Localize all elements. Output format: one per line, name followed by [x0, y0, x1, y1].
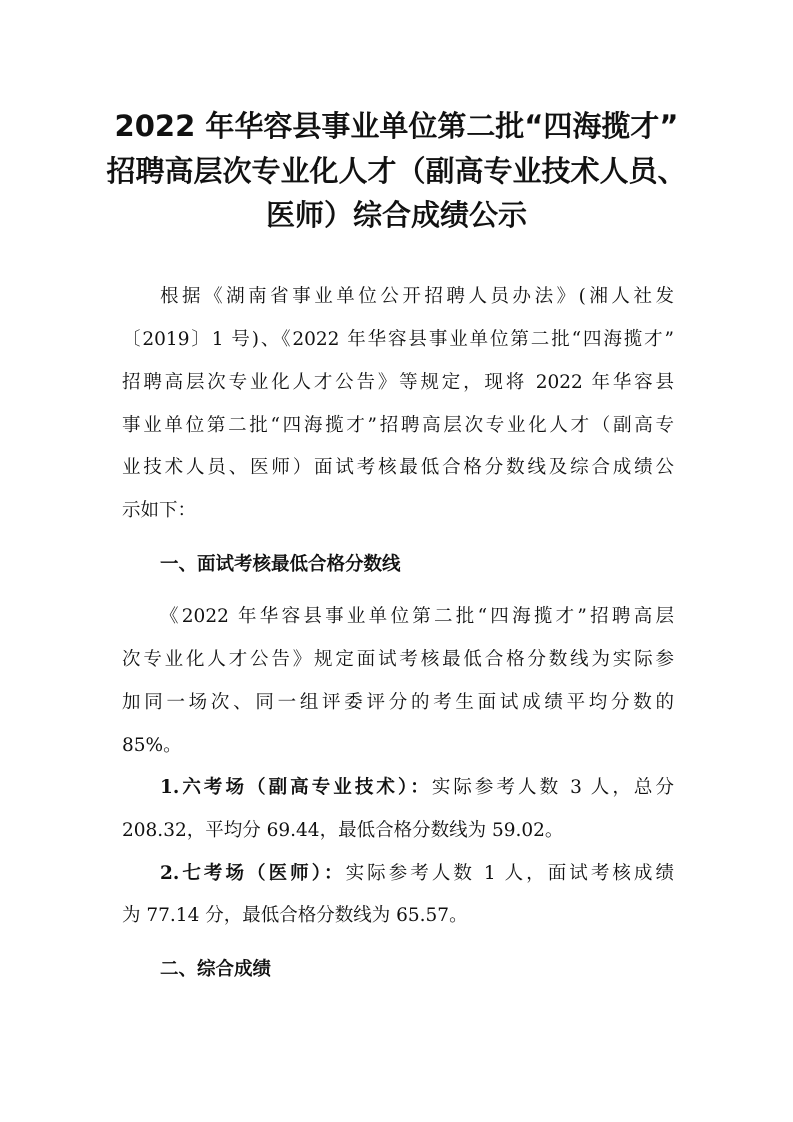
intro-line-3: 招聘高层次专业化人才公告》等规定，现将 2022 年华容县 — [122, 372, 674, 393]
paragraph-rule-line-2: 次专业化人才公告》规定面试考核最低合格分数线为实际参 — [122, 649, 674, 670]
intro-line-1: 根据《湖南省事业单位公开招聘人员办法》(湘人社发 — [160, 286, 674, 307]
section-heading-cutoff: 一、面试考核最低合格分数线 — [160, 554, 401, 575]
document-title-line-1: 2022 年华容县事业单位第二批“四海揽才” — [114, 109, 679, 143]
paragraph-rule-line-1: 《2022 年华容县事业单位第二批“四海揽才”招聘高层 — [160, 606, 674, 627]
section-heading-composite: 二、综合成绩 — [160, 959, 272, 980]
intro-line-6: 示如下： — [122, 500, 197, 521]
intro-line-4: 事业单位第二批“四海揽才”招聘高层次专业化人才（副高专 — [122, 415, 674, 436]
intro-line-5: 业技术人员、医师）面试考核最低合格分数线及综合成绩公 — [122, 457, 674, 478]
item-room-6-text: 实际参考人数 3 人，总分 — [431, 777, 674, 798]
item-room-6-label: 1.六考场（副高专业技术）： — [160, 777, 432, 798]
item-room-6 — [160, 773, 674, 803]
item-room-7-label: 2.七考场（医师）： — [160, 863, 346, 884]
document-title-line-2: 招聘高层次专业化人才（副高专业技术人员、 — [106, 154, 687, 188]
item-room-6-line-2: 208.32，平均分 69.44，最低合格分数线为 59.02。 — [122, 820, 564, 841]
item-room-7-text: 实际参考人数 1 人，面试考核成绩 — [345, 863, 674, 884]
item-room-7-line-2: 为 77.14 分，最低合格分数线为 65.57。 — [122, 905, 468, 926]
document-title-line-3: 医师）综合成绩公示 — [265, 198, 527, 232]
item-room-7 — [160, 859, 674, 889]
paragraph-rule-line-4: 85%。 — [122, 735, 182, 756]
intro-line-2: 〔2019〕1 号)、《2022 年华容县事业单位第二批“四海揽才” — [122, 329, 674, 350]
paragraph-rule-line-3: 加同一场次、同一组评委评分的考生面试成绩平均分数的 — [122, 692, 674, 713]
